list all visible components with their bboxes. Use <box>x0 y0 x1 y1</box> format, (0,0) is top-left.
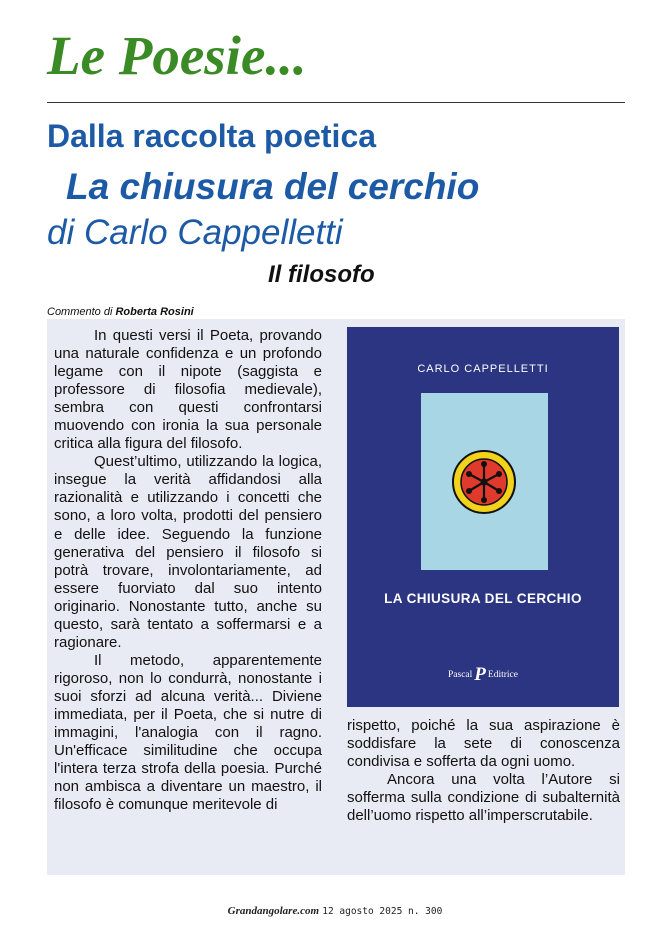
article-paragraph: Quest’ultimo, utilizzando la logica, insegue la verità affidandosi alla razionalità e utilizzando i concetti che sono, a loro volta, prodotti del pensiero e delle idee. Seguendo la funzione generativa del pensiero il filosofo si potrà trovare, involontariamente, ad essere fuorviato dal suo intento originario. Nonostante tutto, anche su questo, sarà tentato a soffermarsi e a ragionare. <box>54 453 322 651</box>
book-cover-image <box>347 327 619 707</box>
footer-site: Grandangolare.com <box>227 905 320 917</box>
article-right-column <box>347 717 620 825</box>
cover-art-panel <box>421 393 548 570</box>
header-divider <box>47 102 625 103</box>
publisher-suffix: Editrice <box>487 670 518 680</box>
credit-prefix: Commento di <box>47 306 116 318</box>
footer-issue: 12 agosto 2025 n. 300 <box>322 906 443 917</box>
cover-publisher <box>347 664 619 686</box>
emblem-icon <box>451 449 517 515</box>
publisher-name: Pascal <box>448 670 473 680</box>
credit-author: Roberta Rosini <box>115 306 194 318</box>
article-paragraph: In questi versi il Poeta, provando una naturale confidenza e un profondo legame con il nipote (saggista e professore di filosofia medievale), sembra con questi confrontarsi muovendo con ironia la sua personale critica alla figura del filosofo. <box>54 327 322 453</box>
comment-credit <box>47 306 194 318</box>
section-title: Le Poesie... <box>47 25 307 86</box>
publisher-logo-mark: P <box>474 664 486 685</box>
collection-intro: Dalla raccolta poetica <box>47 118 377 154</box>
article-paragraph: Ancora una volta l’Autore si sofferma sulla condizione di subalternità dell’uomo rispetto all’imperscrutabile. <box>347 771 620 825</box>
article-paragraph-continued: rispetto, poiché la sua aspirazione è soddisfare la sete di conoscenza condivisa e sofferta da ogni uomo. <box>347 717 620 771</box>
article-left-column <box>54 327 322 814</box>
collection-title: La chiusura del cerchio <box>66 166 480 207</box>
article-paragraph: Il metodo, apparentemente rigoroso, non lo condurrà, nonostante i suoi sforzi ad alcuna verità... Diviene immediata, per il Poeta, che si nutre di immagini, l'analogia con il ragno. Un'efficace similitudine che occupa l'intera terza strofa della poesia. Purché non ambisca a diventare un maestro, il filosofo è comunque meritevole di <box>54 651 322 814</box>
cover-author: CARLO CAPPELLETTI <box>417 363 549 375</box>
cover-title: LA CHIUSURA DEL CERCHIO <box>384 591 582 606</box>
author-byline: di Carlo Cappelletti <box>47 213 343 252</box>
page-footer <box>0 905 670 917</box>
poem-title: Il filosofo <box>268 261 375 288</box>
